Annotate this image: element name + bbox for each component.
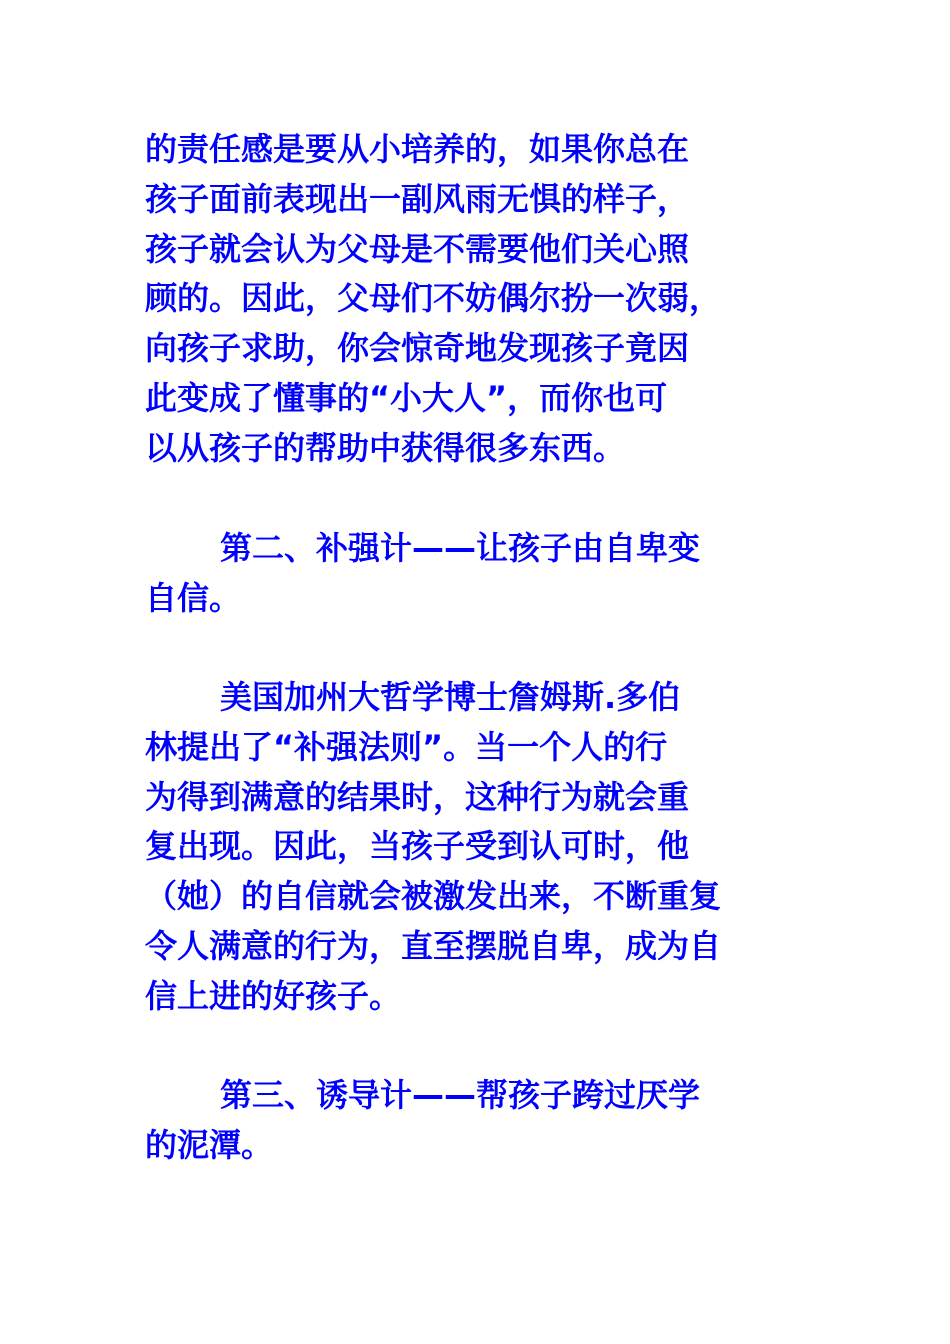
text-line: 美国加州大哲学博士詹姆斯.多伯 bbox=[220, 678, 681, 716]
text-line: 的责任感是要从小培养的，如果你总在 bbox=[145, 130, 690, 168]
heading-line: 第二、补强计——让孩子由自卑变 bbox=[220, 529, 701, 567]
text-line: 孩子就会认为父母是不需要他们关心照 bbox=[145, 229, 690, 268]
text-line: 复出现。因此，当孩子受到认可时，他 bbox=[145, 827, 690, 866]
text-line: 向孩子求助，你会惊奇地发现孩子竟因 bbox=[145, 329, 690, 368]
heading-line: 自信。 bbox=[145, 578, 242, 617]
text-line: 林提出了“补强法则”。当一个人的行 bbox=[145, 727, 668, 766]
text-line: 以从孩子的帮助中获得很多东西。 bbox=[145, 428, 626, 467]
text-line: 令人满意的行为，直至摆脱自卑，成为自 bbox=[145, 926, 722, 965]
heading-line: 的泥潭。 bbox=[145, 1125, 274, 1164]
paragraph-reinforcement bbox=[145, 673, 810, 1022]
paragraph-responsibility bbox=[145, 125, 810, 474]
heading-line: 第三、诱导计——帮孩子跨过厌学 bbox=[220, 1076, 701, 1114]
text-line: 顾的。因此，父母们不妨偶尔扮一次弱， bbox=[145, 279, 722, 318]
text-line: 孩子面前表现出一副风雨无惧的样子， bbox=[145, 179, 690, 218]
heading-strategy-three bbox=[145, 1071, 810, 1171]
text-line: 为得到满意的结果时，这种行为就会重 bbox=[145, 777, 690, 816]
heading-strategy-two bbox=[145, 524, 810, 624]
text-line: 此变成了懂事的“小大人”，而你也可 bbox=[145, 378, 668, 417]
text-line: （她）的自信就会被激发出来，不断重复 bbox=[145, 877, 722, 916]
text-line: 信上进的好孩子。 bbox=[145, 976, 402, 1015]
